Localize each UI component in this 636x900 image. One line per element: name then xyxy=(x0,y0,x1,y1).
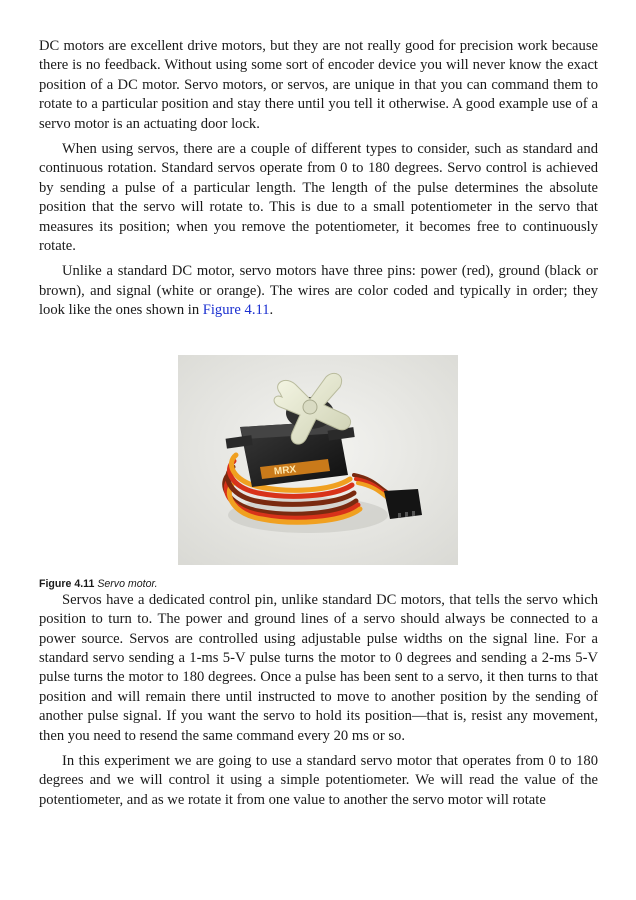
servo-label: MRX xyxy=(273,463,297,478)
paragraph-1: DC motors are excellent drive motors, but they are not really good for precision work because there is no feedback. Without using some sort of encoder device you will never know the exact position of a DC motor. Servo motors, or servos, are unique in that you can command them to rotate to a particular position and stay there until you tell it otherwise. A good example use of a servo motor is an actuating door lock. xyxy=(39,38,598,132)
paragraph-3 xyxy=(39,262,598,320)
figure-4-11 xyxy=(39,355,598,591)
paragraph-5: In this experiment we are going to use a standard servo motor that operates from 0 to 180 degrees and we will control it using a simple potentiometer. We will read the value of the potentiometer, and as we rotate it from one value to another the servo motor will rotate xyxy=(39,752,598,808)
servo-connector xyxy=(384,489,422,519)
figure-label: Figure 4.11 xyxy=(39,577,95,590)
figure-4-11-link[interactable]: Figure 4.11 xyxy=(202,302,270,319)
servo-motor-photo xyxy=(178,355,458,565)
paragraph-3-text: Unlike a standard DC motor, servo motors have three pins: power (red), ground (black or brown), and signal (white or orange). The wires are color coded and typically in order; they look like the ones shown in xyxy=(39,263,598,319)
paragraph-3-end: . xyxy=(269,302,274,319)
figure-caption-text: Servo motor. xyxy=(97,577,158,590)
figure-caption xyxy=(39,577,598,591)
paragraph-2: When using servos, there are a couple of different types to consider, such as standard and continuous rotation. Standard servos operate from 0 to 180 degrees. Servo control is achieved by sending a pulse of a particular length. The length of the pulse determines the absolute position that the servo will rotate to. This is due to a small potentiometer in the servo that measures its position; when you remove the potentiometer, it becomes free to continuously rotate. xyxy=(39,141,598,255)
paragraph-4: Servos have a dedicated control pin, unlike standard DC motors, that tells the servo which position to turn to. The power and ground lines of a servo should always be connected to a power source. Servos are controlled using adjustable pulse widths on the signal line. For a standard servo sending a 1-ms 5-V pulse turns the motor to 0 degrees and sending a 2-ms 5-V pulse turns the motor to 180 degrees. Once a pulse has been sent to a servo, it then turns to that position and will remain there until instructed to move to another position by the sending of another pulse signal. If you want the servo to hold its position—that is, resist any movement, then you need to resend the same command every 20 ms or so. xyxy=(39,591,598,744)
page-content xyxy=(39,37,598,816)
